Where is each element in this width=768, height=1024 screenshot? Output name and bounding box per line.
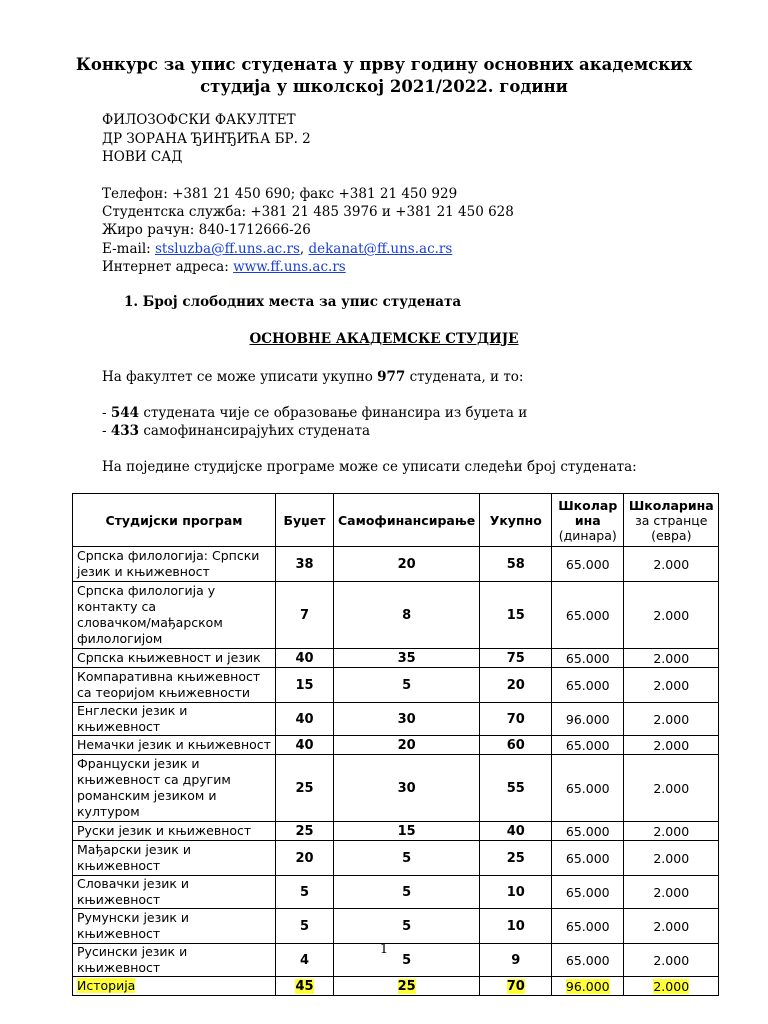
intro-self: [102, 422, 370, 440]
web-line: [102, 258, 346, 276]
foreign-fee-cell: [624, 841, 719, 876]
table-row: [73, 703, 719, 736]
foreign-fee-cell: [624, 822, 719, 841]
foreign-fee-cell-value: 2.000: [653, 978, 690, 994]
table-row: [73, 668, 719, 703]
subheading-basic-studies: ОСНОВНЕ АКАДЕМСКЕ СТУДИЈЕ: [249, 331, 519, 347]
fee-cell: [552, 977, 624, 996]
foreign-fee-cell-value: 2.000: [653, 607, 690, 623]
program-name-cell: [73, 822, 276, 841]
budget-cell-value: 40: [295, 711, 314, 727]
foreign-fee-cell-value: 2.000: [653, 556, 690, 572]
page-number: 1: [379, 942, 389, 957]
total-cell: [480, 755, 552, 822]
intro-total-text: На факултет се може уписати укупно: [102, 369, 378, 385]
fee-cell-value: 65.000: [565, 884, 610, 900]
total-cell: [480, 841, 552, 876]
budget-cell: [276, 703, 334, 736]
fee-cell-value: 65.000: [565, 650, 610, 666]
table-row: [73, 649, 719, 668]
fee-cell-value: 96.000: [565, 711, 610, 727]
self-financing-cell: [334, 547, 480, 582]
fee-cell-value: 65.000: [565, 850, 610, 866]
foreign-fee-cell-value: 2.000: [653, 650, 690, 666]
program-name-cell: [73, 736, 276, 755]
budget-cell-value: 38: [295, 556, 314, 572]
header-total: Укупно: [480, 494, 552, 547]
fee-cell-value: 65.000: [565, 677, 610, 693]
budget-cell-value: 7: [299, 607, 310, 623]
fee-cell: [552, 736, 624, 755]
intro-total-number: 977: [377, 369, 406, 385]
total-cell: [480, 736, 552, 755]
budget-cell-value: 40: [295, 650, 314, 666]
intro-budget: [102, 404, 527, 422]
self-financing-cell-value: 8: [402, 607, 412, 623]
fee-cell-value: 65.000: [565, 918, 610, 934]
total-cell: [480, 822, 552, 841]
foreign-fee-cell-value: 2.000: [653, 677, 690, 693]
fee-cell: [552, 668, 624, 703]
table-body: [73, 547, 719, 996]
self-financing-cell-value: 5: [402, 677, 412, 693]
fee-cell: [552, 909, 624, 944]
foreign-fee-cell-value: 2.000: [653, 823, 690, 839]
web-label: Интернет адреса:: [102, 259, 234, 275]
intro-self-dash: -: [102, 423, 111, 439]
budget-cell-value: 20: [295, 850, 314, 866]
header-foreign-line-1: Школарина: [628, 497, 714, 513]
fee-cell-value: 96.000: [565, 978, 610, 994]
budget-cell-value: 25: [295, 780, 314, 796]
intro-budget-number: 544: [110, 405, 140, 421]
table-header-row: [73, 494, 719, 547]
program-name-line: Српска филологија: Српски: [77, 548, 260, 563]
section-heading-1: 1. Број слободних места за упис студената: [124, 294, 462, 310]
email-link-dekanat[interactable]: dekanat@ff.uns.ac.rs: [308, 241, 453, 257]
intro-self-number: 433: [110, 423, 140, 439]
phone-line: Телефон: +381 21 450 690; факс +381 21 450 929: [102, 186, 458, 202]
budget-cell: [276, 582, 334, 649]
total-cell-value: 9: [511, 952, 521, 968]
intro-total-suffix: студената, и то:: [405, 369, 524, 385]
fee-cell: [552, 703, 624, 736]
program-name-line: књижевност: [77, 926, 161, 941]
email-separator: ,: [299, 241, 309, 257]
program-name-cell: [73, 755, 276, 822]
foreign-fee-cell-value: 2.000: [653, 918, 690, 934]
self-financing-cell-value: 15: [397, 823, 416, 839]
foreign-fee-cell-value: 2.000: [653, 952, 690, 968]
self-financing-cell: [334, 755, 480, 822]
budget-cell-value: 4: [299, 952, 310, 968]
program-name-line: Српска филологија у: [77, 583, 216, 598]
foreign-fee-cell: [624, 547, 719, 582]
header-foreign-line-2: за странце: [635, 512, 708, 528]
self-financing-cell: [334, 703, 480, 736]
program-name-cell: [73, 909, 276, 944]
budget-cell: [276, 547, 334, 582]
program-name-cell: [73, 547, 276, 582]
fee-cell: [552, 547, 624, 582]
budget-cell-value: 5: [299, 918, 310, 934]
budget-cell-value: 25: [295, 823, 314, 839]
total-cell: [480, 703, 552, 736]
total-cell-value: 75: [506, 650, 525, 666]
table-row: [73, 876, 719, 909]
account-line: Жиро рачун: 840-1712666-26: [102, 222, 311, 238]
budget-cell: [276, 841, 334, 876]
program-name-line: Мађарски језик и: [77, 842, 191, 857]
self-financing-cell-value: 30: [397, 711, 416, 727]
header-budget: Буџет: [276, 494, 334, 547]
self-financing-cell-value: 5: [402, 952, 412, 968]
fee-cell-value: 65.000: [565, 737, 610, 753]
total-cell: [480, 547, 552, 582]
header-fee-line-1: Школар: [558, 497, 618, 513]
foreign-fee-cell: [624, 755, 719, 822]
title-line-1: Конкурс за упис студената у прву годину основних академских: [75, 55, 693, 74]
total-cell-value: 15: [506, 607, 525, 623]
program-name-line: словачком/мађарском: [77, 615, 223, 630]
foreign-fee-cell-value: 2.000: [653, 780, 690, 796]
foreign-fee-cell-value: 2.000: [653, 884, 690, 900]
budget-cell: [276, 668, 334, 703]
program-name-line: романским језиком и: [77, 788, 217, 803]
program-name-cell: [73, 703, 276, 736]
email-line: [102, 240, 452, 258]
self-financing-cell: [334, 822, 480, 841]
budget-cell-value: 45: [295, 978, 314, 994]
table-row: [73, 755, 719, 822]
web-link[interactable]: www.ff.uns.ac.rs: [233, 259, 346, 275]
self-financing-cell-value: 20: [397, 737, 416, 753]
budget-cell: [276, 649, 334, 668]
program-name-cell: [73, 668, 276, 703]
total-cell-value: 10: [506, 884, 525, 900]
program-name-line: књижевност са другим: [77, 772, 231, 787]
program-name-line: Румунски језик и: [77, 910, 190, 925]
total-cell-value: 20: [506, 677, 525, 693]
total-cell-value: 60: [506, 737, 525, 753]
email-label: E-mail:: [102, 241, 155, 257]
total-cell-value: 10: [506, 918, 525, 934]
budget-cell-value: 15: [295, 677, 314, 693]
fee-cell-value: 65.000: [565, 556, 610, 572]
program-name-cell: [73, 977, 276, 996]
foreign-fee-cell: [624, 977, 719, 996]
header-program: Студијски програм: [73, 494, 276, 547]
program-name-line: Француски језик и: [77, 756, 200, 771]
table-row: [73, 909, 719, 944]
table-row: [73, 582, 719, 649]
self-financing-cell: [334, 736, 480, 755]
fee-cell: [552, 649, 624, 668]
faculty-city: НОВИ САД: [102, 149, 183, 165]
budget-cell: [276, 736, 334, 755]
fee-cell: [552, 822, 624, 841]
program-name-cell: [73, 876, 276, 909]
foreign-fee-cell-value: 2.000: [653, 850, 690, 866]
table-row: [73, 547, 719, 582]
self-financing-cell: [334, 876, 480, 909]
self-financing-cell: [334, 668, 480, 703]
fee-cell: [552, 876, 624, 909]
intro-programs: На поједине студијске програме може се уписати следећи број студената:: [102, 459, 637, 475]
self-financing-cell: [334, 977, 480, 996]
fee-cell-value: 65.000: [565, 952, 610, 968]
budget-cell: [276, 909, 334, 944]
self-financing-cell-value: 5: [402, 918, 412, 934]
program-name-line: Немачки језик и књижевност: [77, 737, 271, 752]
intro-self-text: самофинансирајућих студената: [139, 423, 370, 439]
header-fee-line-2: ина: [574, 512, 601, 528]
self-financing-cell-value: 5: [402, 850, 412, 866]
total-cell-value: 25: [506, 850, 525, 866]
fee-cell: [552, 841, 624, 876]
program-name-line: Енглески језик и књижевност: [77, 703, 188, 734]
self-financing-cell: [334, 841, 480, 876]
program-name-line: језик и књижевност: [77, 564, 210, 579]
total-cell-value: 58: [506, 556, 525, 572]
total-cell-value: 55: [506, 780, 525, 796]
foreign-fee-cell: [624, 703, 719, 736]
foreign-fee-cell: [624, 649, 719, 668]
self-financing-cell-value: 30: [397, 780, 416, 796]
program-name-cell: [73, 841, 276, 876]
header-self: Самофинансирање: [334, 494, 480, 547]
self-financing-cell: [334, 909, 480, 944]
intro-budget-text: студената чије се образовање финансира из буџета и: [139, 405, 528, 421]
program-name-line: Руски језик и књижевност: [77, 823, 252, 838]
program-name-line: Словачки језик и књижевност: [77, 876, 190, 907]
self-financing-cell-value: 5: [402, 884, 412, 900]
fee-cell-value: 65.000: [565, 607, 610, 623]
table-row: [73, 977, 719, 996]
foreign-fee-cell-value: 2.000: [653, 737, 690, 753]
self-financing-cell: [334, 582, 480, 649]
program-name-line: Историја: [77, 978, 136, 993]
foreign-fee-cell: [624, 668, 719, 703]
budget-cell-value: 40: [295, 737, 314, 753]
faculty-name: ФИЛОЗОФСКИ ФАКУЛТЕТ: [102, 112, 296, 128]
total-cell: [480, 649, 552, 668]
document-title: [0, 54, 768, 98]
budget-cell: [276, 876, 334, 909]
foreign-fee-cell: [624, 582, 719, 649]
foreign-fee-cell: [624, 876, 719, 909]
program-name-line: културом: [77, 804, 140, 819]
email-link-stsluzba[interactable]: stsluzba@ff.uns.ac.rs: [155, 241, 300, 257]
fee-cell-value: 65.000: [565, 823, 610, 839]
total-cell: [480, 668, 552, 703]
foreign-fee-cell: [624, 736, 719, 755]
total-cell: [480, 876, 552, 909]
title-line-2: студија у школској 2021/2022. години: [200, 77, 568, 96]
self-financing-cell-value: 35: [397, 650, 416, 666]
foreign-fee-cell-value: 2.000: [653, 711, 690, 727]
enrollment-table: [72, 493, 719, 996]
program-name-line: филологијом: [77, 631, 163, 646]
table-row: [73, 822, 719, 841]
program-name-cell: [73, 649, 276, 668]
program-name-cell: [73, 582, 276, 649]
self-financing-cell-value: 20: [397, 556, 416, 572]
total-cell: [480, 909, 552, 944]
budget-cell: [276, 822, 334, 841]
total-cell-value: 70: [506, 978, 525, 994]
program-name-line: контакту са: [77, 599, 157, 614]
intro-budget-dash: -: [102, 405, 111, 421]
fee-cell: [552, 582, 624, 649]
faculty-street: ДР ЗОРАНА ЂИНЂИЋА БР. 2: [102, 131, 311, 147]
table-row: [73, 736, 719, 755]
header-fee: [552, 494, 624, 547]
student-service-line: Студентска служба: +381 21 485 3976 и +381 21 450 628: [102, 204, 514, 220]
program-name-line: Српска књижевност и језик: [77, 650, 261, 665]
budget-cell-value: 5: [299, 884, 310, 900]
header-fee-unit: (динара): [558, 527, 617, 543]
budget-cell: [276, 977, 334, 996]
program-name-line: књижевност: [77, 858, 161, 873]
total-cell-value: 40: [506, 823, 525, 839]
table-row: [73, 841, 719, 876]
self-financing-cell: [334, 649, 480, 668]
total-cell-value: 70: [506, 711, 525, 727]
total-cell: [480, 977, 552, 996]
foreign-fee-cell: [624, 909, 719, 944]
budget-cell: [276, 755, 334, 822]
program-name-line: Компаративна књижевност: [77, 669, 261, 684]
self-financing-cell-value: 25: [397, 978, 416, 994]
total-cell: [480, 582, 552, 649]
intro-total: [102, 368, 523, 386]
header-foreign-unit: (евра): [651, 527, 692, 543]
program-name-line: са теоријом књижевности: [77, 685, 251, 700]
fee-cell: [552, 755, 624, 822]
program-name-line: Русински језик и књижевност: [77, 944, 188, 975]
fee-cell-value: 65.000: [565, 780, 610, 796]
header-foreign-fee: [624, 494, 719, 547]
